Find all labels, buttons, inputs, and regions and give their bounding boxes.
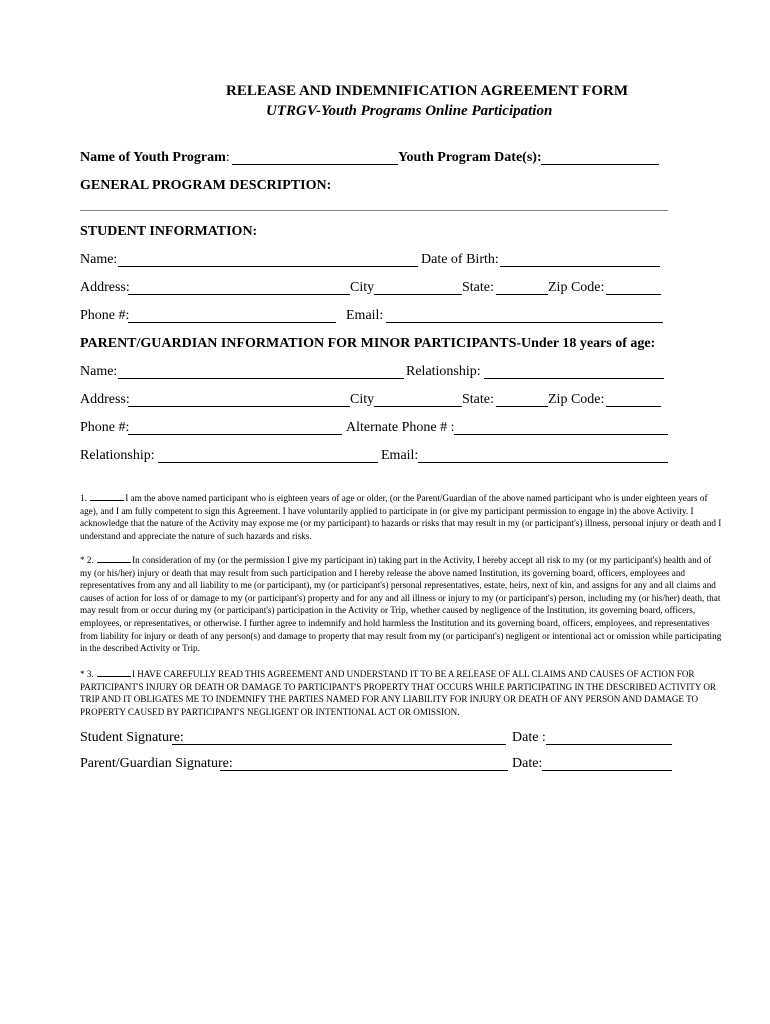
student-date-label: Date :: [512, 730, 546, 745]
form-title: RELEASE AND INDEMNIFICATION AGREEMENT FORM: [226, 83, 628, 99]
student-state-label: State:: [462, 280, 494, 295]
parent-email-label: Email:: [381, 448, 419, 463]
clause-1-number: 1.: [80, 493, 87, 503]
parent-relationship2-field[interactable]: [158, 462, 378, 463]
clause-3: [80, 668, 725, 718]
parent-state-field[interactable]: [496, 406, 548, 407]
clause-3-text: I HAVE CAREFULLY READ THIS AGREEMENT AND UNDERSTAND IT TO BE A RELEASE OF ALL CLAIMS AND CAUSES OF ACTION FOR PARTICIPANT'S INJURY OR DEATH OR DAMAGE TO PARTICIPANT'S PROPERTY THAT OCCURS WHILE PARTICIPATING IN THE DESCRIBED ACTIVITY OR TRIP AND IT OBLIGATES ME TO INDEMNIFY THE PARTIES NAMED FOR ANY LIABILITY FOR INJURY OR DEATH OF ANY PERSON AND DAMAGE TO PROPERTY CAUSED BY PARTICIPANT'S NEGLIGENT OR INTENTIONAL ACT OR OMISSION.: [80, 669, 716, 717]
parent-relationship-field[interactable]: [484, 378, 664, 379]
parent-address-field[interactable]: [128, 406, 350, 407]
program-name-colon: :: [225, 150, 230, 165]
parent-date-field[interactable]: [542, 770, 672, 771]
parent-state-label: State:: [462, 392, 494, 407]
program-name-field[interactable]: [232, 164, 398, 165]
student-signature-field[interactable]: [172, 744, 506, 745]
student-date-field[interactable]: [546, 744, 672, 745]
clause-3-initial-field[interactable]: [97, 668, 131, 677]
student-zip-label: Zip Code:: [548, 280, 605, 295]
parent-email-field[interactable]: [418, 462, 668, 463]
clause-1-initial-field[interactable]: [90, 492, 124, 501]
student-dob-label: Date of Birth:: [421, 252, 499, 267]
student-zip-field[interactable]: [606, 294, 661, 295]
parent-relationship2-label: Relationship:: [80, 448, 155, 463]
parent-zip-label: Zip Code:: [548, 392, 605, 407]
parent-signature-label: Parent/Guardian Signature:: [80, 756, 233, 771]
student-state-field[interactable]: [496, 294, 548, 295]
parent-city-field[interactable]: [374, 406, 462, 407]
student-name-label: Name:: [80, 252, 118, 267]
student-address-label: Address:: [80, 280, 130, 295]
clause-2-initial-field[interactable]: [97, 554, 131, 563]
student-dob-field[interactable]: [500, 266, 660, 267]
parent-info-heading: PARENT/GUARDIAN INFORMATION FOR MINOR PARTICIPANTS-Under 18 years of age:: [80, 336, 656, 351]
student-info-heading: STUDENT INFORMATION:: [80, 224, 258, 239]
parent-alt-phone-label: Alternate Phone # :: [346, 420, 455, 435]
program-name-label-text: Name of Youth Program: [80, 150, 226, 165]
parent-signature-field[interactable]: [220, 770, 508, 771]
parent-address-label: Address:: [80, 392, 130, 407]
parent-zip-field[interactable]: [606, 406, 661, 407]
parent-phone-field[interactable]: [128, 434, 342, 435]
form-subtitle: UTRGV-Youth Programs Online Participation: [266, 103, 553, 119]
student-city-label: City: [350, 280, 375, 295]
parent-city-label: City: [350, 392, 375, 407]
general-description-heading: GENERAL PROGRAM DESCRIPTION:: [80, 178, 332, 193]
student-email-field[interactable]: [386, 322, 663, 323]
program-dates-label: Youth Program Date(s):: [398, 150, 542, 165]
parent-name-field[interactable]: [118, 378, 404, 379]
student-phone-field[interactable]: [128, 322, 336, 323]
clause-3-number: * 3.: [80, 669, 94, 679]
parent-phone-label: Phone #:: [80, 420, 130, 435]
student-address-field[interactable]: [128, 294, 350, 295]
parent-name-label: Name:: [80, 364, 118, 379]
clause-1: [80, 492, 725, 542]
parent-alt-phone-field[interactable]: [454, 434, 668, 435]
student-name-field[interactable]: [118, 266, 418, 267]
student-email-label: Email:: [346, 308, 384, 323]
clause-2-number: * 2.: [80, 555, 94, 565]
clause-2-text: In consideration of my (or the permission I give my participant in) taking part in the Activity, I hereby accept all risk to my (or my participant's) health and of my (or his/her) injury or death that may result from such participation and I hereby release the above named Institution, its governing board, officers, employees and representatives from any and all liability to me (or participant), my (or participant's) personal representatives, estate, heirs, next of kin, and assigns for any and all claims and causes of action for loss of or damage to my (or participant's) property and for any and all illness or injury to my (or participant's) person, including my (or his/her) death, that may result from or occur during my (or participant's) participation in the Activity or Trip, whether caused by negligence of the Institution, its governing board, officers, employees, or representatives, or otherwise. I further agree to indemnify and hold harmless the Institution and its governing board, officers, employees, and representatives from liability for injury or death of any person(s) and damage to property that may result from my (or participant's) negligent or intentional act or omission while participating in the described Activity or Trip.: [80, 555, 722, 654]
parent-date-label: Date:: [512, 756, 543, 771]
parent-relationship-label: Relationship:: [406, 364, 481, 379]
general-description-field[interactable]: [80, 210, 668, 211]
clause-1-text: I am the above named participant who is eighteen years of age or older, (or the Parent/Guardian of the above named participant who is under eighteen years of age), and I am fully competent to sign this Agreement. I have voluntarily applied to participate in (or give my participant permission to engage in) the above Activity. I acknowledge that the nature of the Activity may expose me (or my participant) to hazards or risks that may result in my (or participant's) illness, personal injury or death and I understand and appreciate the nature of such hazards and risks.: [80, 493, 722, 541]
student-phone-label: Phone #:: [80, 308, 130, 323]
program-name-label: [80, 150, 230, 166]
student-signature-label: Student Signature:: [80, 730, 184, 745]
program-dates-field[interactable]: [541, 164, 659, 165]
student-city-field[interactable]: [374, 294, 462, 295]
clause-2: [80, 554, 725, 655]
